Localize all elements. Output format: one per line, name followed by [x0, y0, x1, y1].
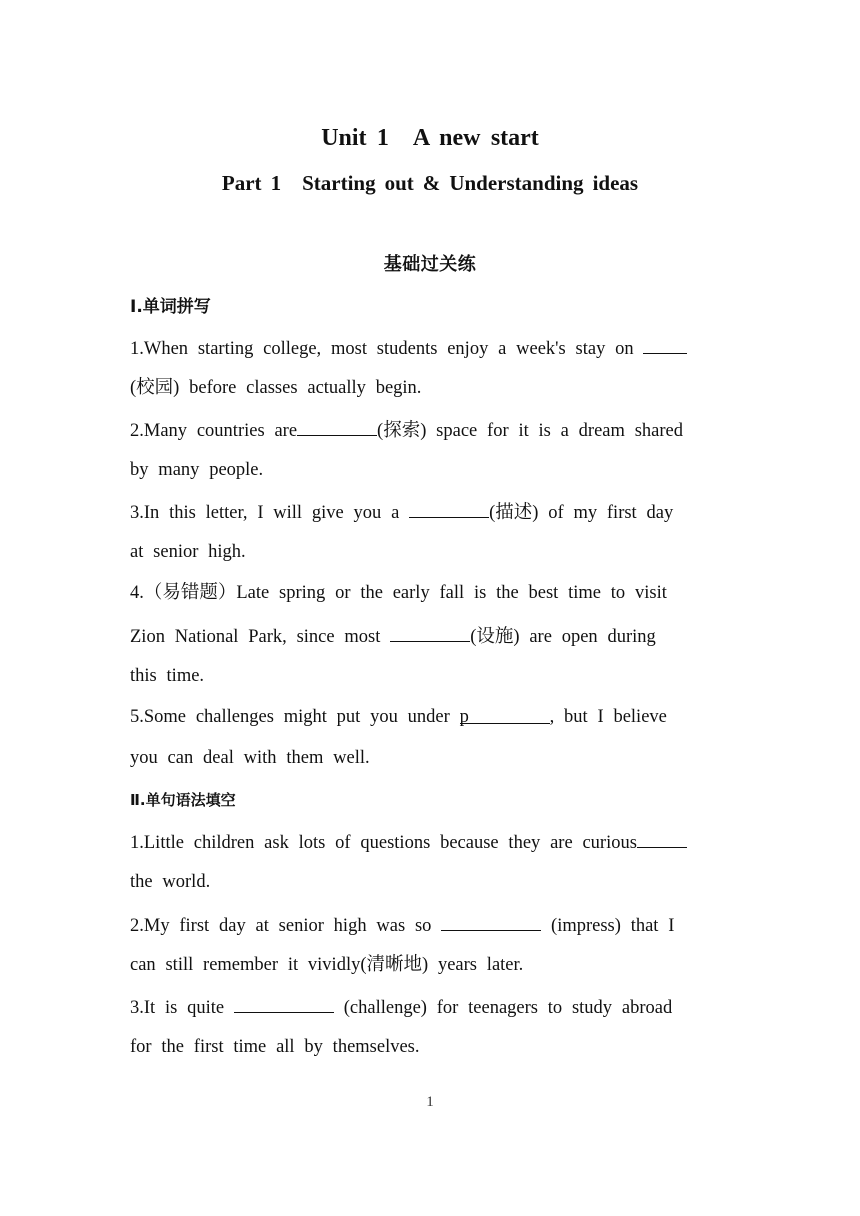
answer-blank[interactable] [234, 993, 334, 1013]
question-text: (校园) before classes actually begin. [130, 378, 422, 398]
question-text: by many people. [130, 460, 264, 480]
question-text: 3.In this letter, I will give you a [130, 503, 400, 523]
question-line [130, 993, 672, 1021]
question-text: 4.（易错题）Late spring or the early fall is the best time to visit [130, 583, 667, 603]
answer-blank[interactable] [459, 704, 550, 727]
question-line [130, 334, 687, 362]
question-text: Zion National Park, since most [130, 627, 381, 647]
question-text: 2.My first day at senior high was so [130, 916, 432, 936]
answer-blank[interactable] [441, 911, 541, 931]
page-number: 1 [426, 1094, 434, 1110]
question-text: can still remember it vividly(清晰地) years later. [130, 955, 524, 975]
question-line [130, 911, 674, 939]
question-text: you can deal with them well. [130, 748, 370, 768]
question-line [130, 704, 667, 730]
question-text: at senior high. [130, 542, 246, 562]
question-line [130, 828, 687, 856]
question-text: this time. [130, 666, 205, 686]
exercise-heading: 基础过关练 [383, 254, 477, 275]
question-line [130, 416, 683, 444]
question-text: (设施) are open during [470, 627, 656, 647]
initial-letter-hint: p [459, 707, 469, 727]
page-subtitle: Part 1 Starting out & Understanding ideas [221, 171, 639, 195]
question-text: (探索) space for it is a dream shared [377, 421, 683, 441]
question-text: (challenge) for teenagers to study abroad [343, 998, 673, 1018]
question-line [130, 622, 656, 650]
question-text: 2.Many countries are [130, 421, 298, 441]
answer-blank[interactable] [390, 622, 470, 642]
answer-blank[interactable] [637, 828, 687, 848]
question-line [130, 498, 673, 526]
page-title: Unit 1 A new start [321, 125, 539, 151]
question-text: (描述) of my first day [489, 503, 674, 523]
question-text: 3.It is quite [130, 998, 225, 1018]
question-text: (impress) that I [551, 916, 675, 936]
section-heading-spelling: Ⅰ.单词拼写 [130, 297, 211, 317]
answer-blank[interactable] [409, 498, 489, 518]
question-text: for the first time all by themselves. [130, 1037, 420, 1057]
answer-blank[interactable] [297, 416, 377, 436]
question-text: 5.Some challenges might put you under [130, 707, 450, 727]
question-text: 1.When starting college, most students enjoy a week's stay on [130, 339, 634, 359]
question-text: 1.Little children ask lots of questions because they are curious [130, 833, 637, 853]
section-heading-grammar: Ⅱ.单句语法填空 [130, 791, 236, 809]
answer-blank[interactable] [643, 334, 687, 354]
question-text: , but I believe [549, 707, 667, 727]
question-text: the world. [130, 872, 211, 892]
